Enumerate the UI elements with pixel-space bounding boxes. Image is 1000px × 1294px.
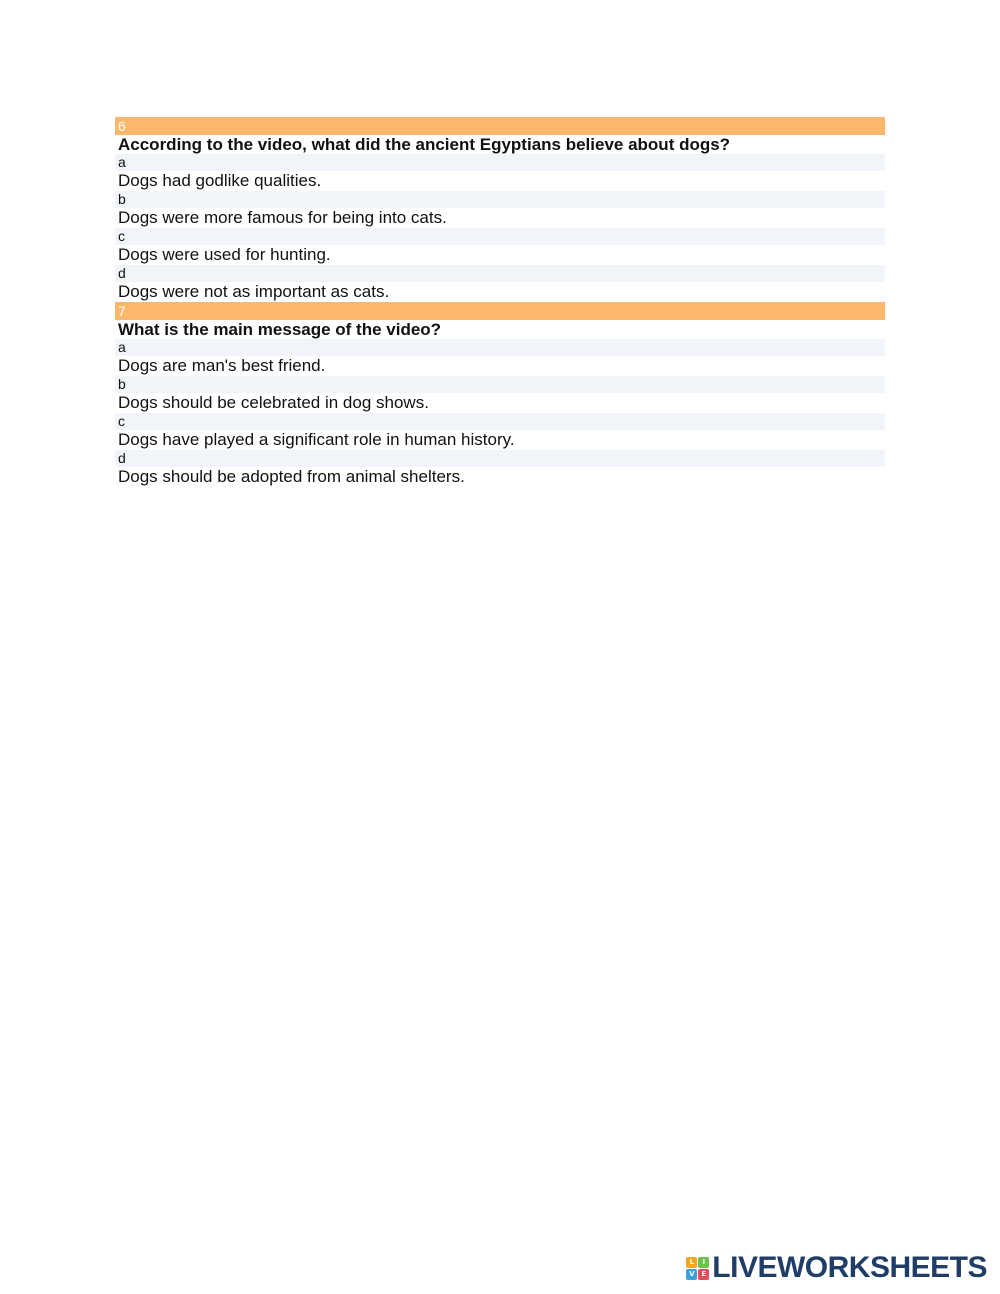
option-text[interactable]: Dogs were not as important as cats. [118, 282, 390, 301]
option-text[interactable]: Dogs are man's best friend. [118, 356, 326, 375]
option-letter: b [115, 191, 885, 208]
logo-tile-l: L [686, 1257, 697, 1268]
option-text[interactable]: Dogs should be adopted from animal shelters. [118, 467, 465, 486]
liveworksheets-logo [686, 1251, 987, 1284]
option-letter: b [115, 376, 885, 393]
logo-tile-i: I [698, 1257, 709, 1268]
option-text[interactable]: Dogs were more famous for being into cats. [118, 208, 447, 227]
question-number: 6 [115, 117, 885, 135]
worksheet [115, 117, 885, 487]
logo-text: LIVEWORKSHEETS [712, 1251, 987, 1284]
question-6 [115, 117, 885, 302]
option-text[interactable]: Dogs should be celebrated in dog shows. [118, 393, 429, 412]
option-letter: d [115, 265, 885, 282]
option-text[interactable]: Dogs had godlike qualities. [118, 171, 322, 190]
question-text: What is the main message of the video? [118, 320, 442, 339]
logo-tile-e: E [698, 1269, 709, 1280]
liveworksheets-logo-icon [686, 1257, 709, 1280]
option-letter: c [115, 228, 885, 245]
question-number: 7 [115, 302, 885, 320]
question-text: According to the video, what did the ancient Egyptians believe about dogs? [118, 135, 731, 154]
option-text[interactable]: Dogs have played a significant role in human history. [118, 430, 515, 449]
option-letter: c [115, 413, 885, 430]
option-text[interactable]: Dogs were used for hunting. [118, 245, 331, 264]
option-letter: d [115, 450, 885, 467]
question-7 [115, 302, 885, 487]
logo-tile-v: V [686, 1269, 697, 1280]
option-letter: a [115, 154, 885, 171]
option-letter: a [115, 339, 885, 356]
